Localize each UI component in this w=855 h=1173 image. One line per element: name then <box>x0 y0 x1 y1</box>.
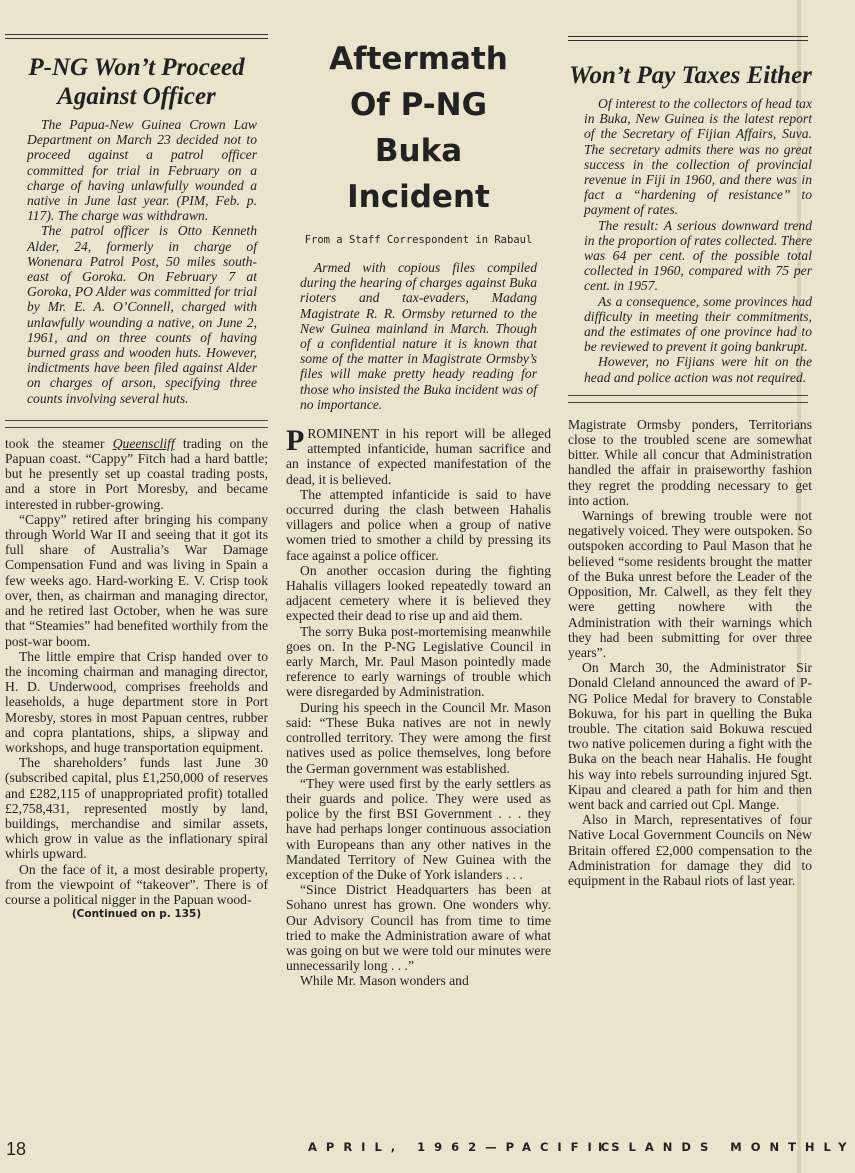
middle-first-paragraph: PROMINENT in his report will be alleged attempted infanticide, human sacrifice and an instance of expected manifestation of the dead, it is believed. <box>286 424 551 487</box>
left-lead <box>5 117 268 406</box>
left-body-paragraph: took the steamer Queenscliff trading on the Papuan coast. “Cappy” Fitch had a hard battle; but he presently set up coastal trading posts, and a store in Port Moresby, and became interested in rubber-growing. <box>5 435 268 512</box>
right-lead-paragraph: Of interest to the collectors of head tax in Buka, New Guinea is the latest report of the Secretary of Fijian Affairs, Suva. The secretary admits there was no great success in the collection of provincial revenue in Fiji in 1960, and there was in fact a “hardening of resistance” to payment of rates. <box>584 96 812 218</box>
drop-cap: P <box>286 424 305 458</box>
middle-body-paragraph: While Mr. Mason wonders and <box>300 973 469 989</box>
right-lead <box>568 96 812 385</box>
left-body-paragraph: On the face of it, a most desirable property, from the viewpoint of “takeover”. There is of course a political nigger in the Papuan wood- <box>5 861 268 907</box>
masthead-footer-left: APRIL, 1962—PACIFIC <box>308 1140 619 1154</box>
top-rule <box>5 34 268 39</box>
left-body-paragraph: The little empire that Crisp handed over to the incoming chairman and managing director, H. D. Underwood, comprises freeholds and leaseholds, a huge department store in Port Moresby, stores in most Papuan centres, rubber and copra plantations, ships, a slipway and workshops, and huge transportation equipment. <box>5 648 268 755</box>
left-column <box>5 0 268 920</box>
right-body-paragraph: Warnings of brewing trouble were not negatively voiced. They were outspoken. So outspoken according to Paul Mason that he believed “some residents brought the matter of the Buka unrest before the Leader of the Opposition, Mr. Calwell, as they felt they were getting nowhere with the Administration with their warnings which they had been submitting for over three years”. <box>568 508 812 660</box>
right-lead-paragraph: The result: A serious downward trend in the proportion of rates collected. There was 64 per cent. of the possible total collected in 1960, compared with 75 per cent. in 1957. <box>584 217 812 294</box>
middle-column <box>286 0 551 989</box>
right-body-paragraph: On March 30, the Administrator Sir Donald Cleland announced the award of P-NG Police Medal for bravery to Constable Bokuwa, for his part in quelling the Buka trouble. The citation said Bokuwa rescued two native policemen during a fight with the Buka on the beach near Hahalis. He fought his way into rebels surrounding injured Sgt. Kipau and cleared a path for him and then went back and carried out Cpl. Mange. <box>568 660 812 812</box>
middle-body <box>286 426 551 989</box>
left-lead-paragraph: The patrol officer is Otto Kenneth Alder, 24, formerly in charge of Wonenara Patrol Post, 50 miles south-east of Goroka. On February 7 at Goroka, PO Alder was committed for trial by Mr. E. A. O’Connell, charged with unlawfully wounding a native, on June 2, 1961, and on three counts of having burned grass and wooden huts. However, indictments have been filed against Alder on charges of arson, specifying three counts involving several huts. <box>27 223 257 406</box>
middle-body-paragraph: The sorry Buka post-mortemising meanwhile goes on. In the P-NG Legislative Council in early March, Mr. Paul Mason pointedly made reference to early warnings of trouble which were disregarded by Administration. <box>286 623 551 700</box>
section-divider <box>5 420 268 428</box>
middle-body-paragraph: “Since District Headquarters has been at Sohano unrest has grown. One wonders why. Our Advisory Council has from time to time tried to make the Administration aware of what was going on but we were told our minutes were unnecessarily long . . .” <box>286 882 551 974</box>
byline: From a Staff Correspondent in Rabaul <box>304 234 533 246</box>
middle-body-paragraph: On another occasion during the fighting Hahalis villagers looked repeatedly toward an adjacent cemetery where it is believed they expected their dead to rise up and aid them. <box>286 562 551 624</box>
right-body-paragraph: Magistrate Ormsby ponders, Territorians close to the troubled scene are somewhat bitter. While all concur that Administration handled the affair in praiseworthy fashion they regret the prodding necessary to get into action. <box>568 416 812 508</box>
right-lead-paragraph: As a consequence, some provinces had difficulty in meeting their commitments, and the estimates of one province had to be reviewed to prevent it going bankrupt. <box>584 293 812 355</box>
right-column <box>568 0 812 888</box>
left-lead-paragraph: The Papua-New Guinea Crown Law Department on March 23 decided not to proceed against a patrol officer committed for trial in February on a charge of having unlawfully wounded a native in June last year. (PIM, Feb. p. 117). The charge was withdrawn. <box>27 117 257 224</box>
left-body <box>5 436 268 907</box>
continued-note: (Continued on p. 135) <box>71 908 202 921</box>
masthead-footer-right: ISLANDS MONTHLY <box>598 1140 855 1154</box>
middle-headline: Aftermath Of P-NG Buka Incident <box>329 41 508 215</box>
middle-body-paragraph: During his speech in the Council Mr. Mason said: “These Buka natives are not in newly controlled territory. They were among the first natives used as police themselves, long before the German government was established. <box>286 699 551 776</box>
right-body <box>568 417 812 888</box>
left-body-paragraph: The shareholders’ funds last June 30 (subscribed capital, plus £1,250,000 of reserves and £282,115 of unappropriated profit) totalled £2,758,431, represented mostly by land, buildings, merchandise and similar assets, which grow in value as the inflationary spiral whirls upward. <box>5 755 268 862</box>
left-body-paragraph: “Cappy” retired after bringing his company through World War II and seeing that it got its full share of Australia’s War Damage Compensation Fund and was living in Spain a few weeks ago. Hard-working E. V. Crisp took over, then, as chairman and managing director, and he retired last October, when he was sure that “Steamies” had benefited worthily from the post-war boom. <box>5 511 268 649</box>
top-rule <box>568 36 808 41</box>
left-headline: P-NG Won’t Proceed Against Officer <box>28 54 245 110</box>
page-number: 18 <box>6 1139 27 1159</box>
middle-lead-paragraph: Armed with copious files compiled during the hearing of charges against Buka rioters and tax-evaders, Madang Magistrate R. R. Ormsby returned to the New Guinea mainland in March. Though of a confidential nature it is known that some of the matter in Magistrate Ormsby’s files will make pretty heady reading for those who insisted the Buka incident was of no importance. <box>300 260 537 412</box>
middle-body-paragraph: The attempted infanticide is said to have occurred during the clash between Hahalis villagers and police when a group of native women tried to smother a child by pressing its face against a police officer. <box>286 486 551 563</box>
right-headline: Won’t Pay Taxes Either <box>569 62 812 89</box>
section-divider <box>568 395 808 403</box>
middle-lead <box>286 260 551 412</box>
ship-name: Queenscliff <box>112 435 175 451</box>
right-lead-paragraph: However, no Fijians were hit on the head and police action was not required. <box>584 354 812 385</box>
right-body-paragraph: Also in March, representatives of four Native Local Government Councils on New Britain offered £2,000 compensation to the Administration for damage they did to equipment in the Rabaul riots of last year. <box>568 812 812 888</box>
middle-body-paragraph: “They were used first by the early settlers as their guards and police. They were used as police by the first BSI Government . . . they have had perhaps longer continuous association with Europeans than any other natives in the Mandated Territory of New Guinea with the exception of the Duke of York islanders . . . <box>286 775 551 882</box>
